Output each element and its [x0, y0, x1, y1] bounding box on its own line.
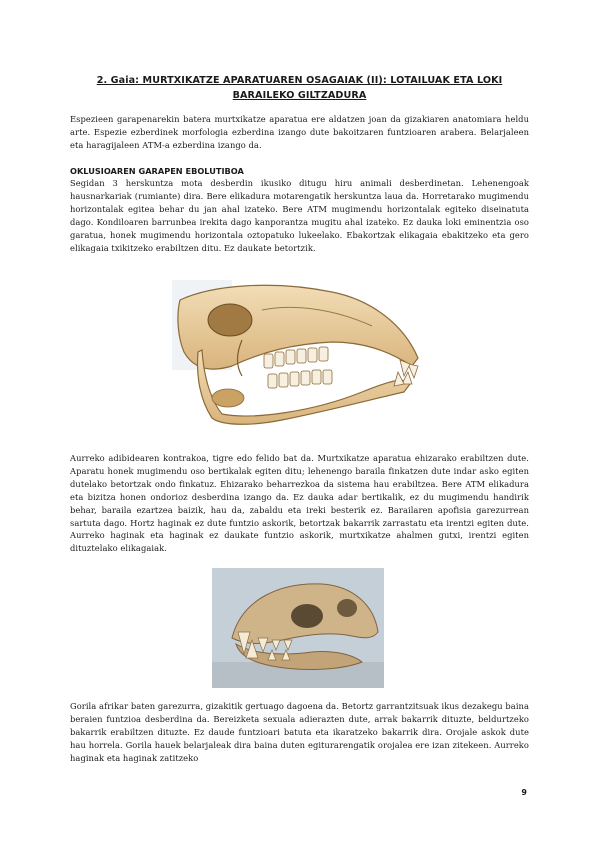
- carnivore-paragraph: Aurreko adibidearen kontrakoa, tigre edo felido bat da. Murtxikatze aparatua ehizarako erabiltzen dute. Aparatu honek mugimendu oso bertikalak egiten ditu; lehenengo baraila finkatzen dute indar asko egiten dutelako betortzak ondo finkatuz. Ehizarako beharrezkoa da sistema hau erabiltzea. Bere ATM elikadura eta bizitza honen ondorioz desberdina izango da. Ez dauka adar bertikalik, ez du mugimendu handirik behar, baraila ezartzea baizik, hau da, zabaldu eta ireki besterik ez. Barailaren apofisia garezurrean sartuta dago. Hortz haginak ez dute funtzio askorik, betortzak bakarrik zarrastatu eta irentzi egiten dute. Aurreko haginak eta haginak ez daukate funtzio askorik, murtxikatze ahalmen gutxi, irentzi egiten dituztelako elikagaiak.: [70, 453, 529, 554]
- intro-paragraph: Espezieen garapenarekin batera murtxikatze aparatua ere aldatzen joan da gizakiaren anatomiara heldu arte. Espezie ezberdinek morfologia ezberdina izango dute bakoitzaren funtzioaren arabera. Belarjaleen eta haragijaleen ATM-a ezberdina izango da.: [70, 114, 529, 150]
- tiger-skull-photo: [212, 568, 384, 688]
- tiger-skull-drawing: [212, 568, 384, 688]
- horse-skull-drawing: [172, 280, 427, 430]
- section-heading: OKLUSIOAREN GARAPEN EBOLUTIBOA: [70, 166, 244, 176]
- page-number: 9: [521, 788, 527, 797]
- page-title: 2. Gaia: MURTXIKATZE APARATUAREN OSAGAIAK (II): LOTAILUAK ETA LOKI BARAILEKO GILTZADURA: [96, 75, 503, 101]
- herbivore-paragraph: Segidan 3 herskuntza mota desberdin ikusiko ditugu hiru animali desberdinetan. Lehenengoak hausnarkariak (rumiante) dira. Bere elikadura motarengatik herskuntza laua da. Horretarako mugimendu horizontalak egitea behar du jan ahal izateko. Bere ATM mugimendu horizontalak egiteko diseinatuta dago. Kondiloaren barrunbea irekita dago kanporantza mugitu ahal izateko. Ez dauka loki eminentzia oso garatua, honek mugimendu horizontala oztopatuko lukeelako. Ebakortzak elikagaia ebakitzeko eta gero elikagaia txikitzeko erabiltzen ditu. Ez daukate betortzik.: [70, 178, 529, 253]
- gorilla-paragraph: Gorila afrikar baten garezurra, gizakitik gertuago dagoena da. Betortz garrantzitsuak ikus dezakegu baina beraien funtzioa desberdina da. Bereizketa sexuala adierazten dute, arrak bakarrik dituzte, beldurtzeko bakarrik erabiltzen dituzte. Ez daude funtzioari batuta eta ikaratzeko bakarrik dira. Orojale askok dute hau horrela. Gorila hauek belarjaleak dira baina duten egiturarengatik orojalea ere izan zitekeen. Aurreko haginak eta haginak zatitzeko: [70, 701, 529, 763]
- horse-skull-illustration: [172, 280, 427, 430]
